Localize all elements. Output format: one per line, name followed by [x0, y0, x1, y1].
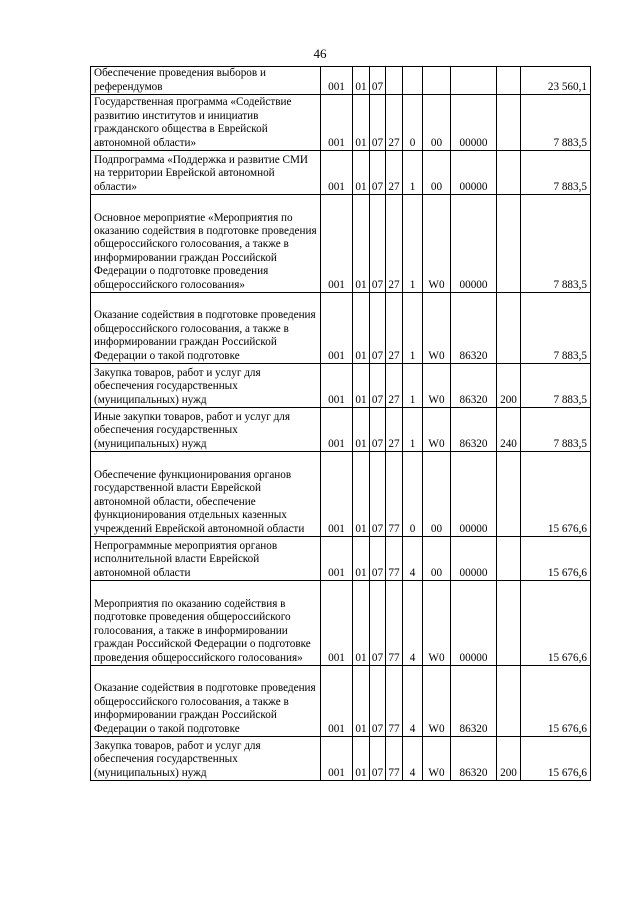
code-expense-type-cell [497, 666, 521, 737]
code-target-cell: 86320 [451, 408, 497, 452]
code-subprogram-cell [403, 67, 423, 95]
code-section-cell: 01 [353, 737, 370, 781]
code-subprogram-cell: 0 [403, 95, 423, 151]
code-target-cell: 00000 [451, 195, 497, 293]
code-direction-cell: W0 [423, 581, 451, 666]
amount-cell: 23 560,1 [521, 67, 591, 95]
code-section-cell: 01 [353, 408, 370, 452]
code-program-cell: 27 [386, 408, 403, 452]
amount-cell: 7 883,5 [521, 195, 591, 293]
table-body [91, 67, 591, 781]
row-description-cell: Закупка товаров, работ и услуг для обеспечения государственных (муниципальных) нужд [91, 364, 321, 408]
code-target-cell: 86320 [451, 737, 497, 781]
code-program-cell: 27 [386, 195, 403, 293]
table-row [91, 537, 591, 581]
code-target-cell: 86320 [451, 666, 497, 737]
code-section-cell: 01 [353, 666, 370, 737]
code-subprogram-cell: 1 [403, 408, 423, 452]
code-subprogram-cell: 4 [403, 581, 423, 666]
code-expense-type-cell: 240 [497, 408, 521, 452]
code-target-cell: 86320 [451, 293, 497, 364]
table-row [91, 67, 591, 95]
code-section-cell: 01 [353, 581, 370, 666]
amount-cell: 15 676,6 [521, 537, 591, 581]
amount-cell: 15 676,6 [521, 452, 591, 537]
code-section-cell: 01 [353, 95, 370, 151]
code-subsection-cell: 07 [370, 151, 386, 195]
amount-cell: 7 883,5 [521, 151, 591, 195]
code-program-cell: 27 [386, 95, 403, 151]
code-program-cell: 27 [386, 151, 403, 195]
row-description-cell: Непрограммные мероприятия органов исполнительной власти Еврейской автономной области [91, 537, 321, 581]
code-expense-type-cell [497, 581, 521, 666]
code-target-cell: 00000 [451, 95, 497, 151]
row-description-cell: Государственная программа «Содействие развитию институтов и инициатив гражданского общества в Еврейской автономной области» [91, 95, 321, 151]
table-row [91, 408, 591, 452]
code-subsection-cell: 07 [370, 737, 386, 781]
code-subprogram-cell: 0 [403, 452, 423, 537]
code-chapter-cell: 001 [321, 737, 353, 781]
code-direction-cell: W0 [423, 737, 451, 781]
code-subsection-cell: 07 [370, 67, 386, 95]
code-expense-type-cell [497, 67, 521, 95]
table-row [91, 737, 591, 781]
code-subprogram-cell: 1 [403, 195, 423, 293]
amount-cell: 15 676,6 [521, 737, 591, 781]
code-expense-type-cell: 200 [497, 364, 521, 408]
budget-table [90, 66, 591, 781]
code-subsection-cell: 07 [370, 95, 386, 151]
code-target-cell: 86320 [451, 364, 497, 408]
code-section-cell: 01 [353, 67, 370, 95]
row-description-cell: Основное мероприятие «Мероприятия по оказанию содействия в подготовке проведения общероссийского голосования, а также в информировании граждан Российской Федерации о подготовке проведения общероссийского голосования» [91, 195, 321, 293]
amount-cell: 7 883,5 [521, 408, 591, 452]
code-chapter-cell: 001 [321, 151, 353, 195]
code-section-cell: 01 [353, 452, 370, 537]
code-program-cell: 77 [386, 537, 403, 581]
code-program-cell: 27 [386, 364, 403, 408]
code-chapter-cell: 001 [321, 67, 353, 95]
code-program-cell: 77 [386, 581, 403, 666]
code-direction-cell: W0 [423, 666, 451, 737]
row-description-cell: Подпрограмма «Поддержка и развитие СМИ на территории Еврейской автономной области» [91, 151, 321, 195]
table-row [91, 195, 591, 293]
code-section-cell: 01 [353, 293, 370, 364]
code-chapter-cell: 001 [321, 364, 353, 408]
code-chapter-cell: 001 [321, 95, 353, 151]
code-program-cell: 77 [386, 666, 403, 737]
code-subsection-cell: 07 [370, 537, 386, 581]
row-description-cell: Оказание содействия в подготовке проведения общероссийского голосования, а также в информировании граждан Российской Федерации о такой подготовке [91, 666, 321, 737]
code-subprogram-cell: 4 [403, 666, 423, 737]
code-section-cell: 01 [353, 537, 370, 581]
code-target-cell: 00000 [451, 581, 497, 666]
code-direction-cell: W0 [423, 364, 451, 408]
table-row [91, 581, 591, 666]
code-direction-cell: W0 [423, 195, 451, 293]
row-description-cell: Закупка товаров, работ и услуг для обеспечения государственных (муниципальных) нужд [91, 737, 321, 781]
amount-cell: 15 676,6 [521, 666, 591, 737]
code-chapter-cell: 001 [321, 195, 353, 293]
code-chapter-cell: 001 [321, 581, 353, 666]
code-chapter-cell: 001 [321, 666, 353, 737]
code-target-cell: 00000 [451, 537, 497, 581]
row-description-cell: Обеспечение функционирования органов государственной власти Еврейской автономной области, обеспечение функционирования отдельных казенных учреждений Еврейской автономной области [91, 452, 321, 537]
code-subprogram-cell: 4 [403, 737, 423, 781]
amount-cell: 7 883,5 [521, 95, 591, 151]
code-subprogram-cell: 1 [403, 364, 423, 408]
table-row [91, 293, 591, 364]
code-subsection-cell: 07 [370, 293, 386, 364]
row-description-cell: Оказание содействия в подготовке проведения общероссийского голосования, а также в информировании граждан Российской Федерации о такой подготовке [91, 293, 321, 364]
amount-cell: 7 883,5 [521, 293, 591, 364]
row-description-cell: Мероприятия по оказанию содействия в подготовке проведения общероссийского голосования, а также в информировании граждан Российской Федерации о подготовке проведения общероссийского голосования» [91, 581, 321, 666]
table-row [91, 95, 591, 151]
code-expense-type-cell: 200 [497, 737, 521, 781]
code-direction-cell: W0 [423, 293, 451, 364]
code-expense-type-cell [497, 151, 521, 195]
code-direction-cell: W0 [423, 408, 451, 452]
table-row [91, 364, 591, 408]
code-chapter-cell: 001 [321, 452, 353, 537]
code-section-cell: 01 [353, 364, 370, 408]
code-subsection-cell: 07 [370, 364, 386, 408]
code-expense-type-cell [497, 95, 521, 151]
code-section-cell: 01 [353, 195, 370, 293]
code-target-cell: 00000 [451, 452, 497, 537]
code-chapter-cell: 001 [321, 293, 353, 364]
table-row [91, 151, 591, 195]
code-subprogram-cell: 1 [403, 293, 423, 364]
row-description-cell: Обеспечение проведения выборов и референдумов [91, 67, 321, 95]
code-subsection-cell: 07 [370, 666, 386, 737]
code-target-cell: 00000 [451, 151, 497, 195]
table-row [91, 452, 591, 537]
code-program-cell: 77 [386, 452, 403, 537]
code-subsection-cell: 07 [370, 408, 386, 452]
code-direction-cell: 00 [423, 452, 451, 537]
code-program-cell [386, 67, 403, 95]
table-row [91, 666, 591, 737]
code-expense-type-cell [497, 452, 521, 537]
code-program-cell: 77 [386, 737, 403, 781]
page-number: 46 [313, 46, 327, 61]
code-subprogram-cell: 1 [403, 151, 423, 195]
code-expense-type-cell [497, 195, 521, 293]
code-direction-cell [423, 67, 451, 95]
code-chapter-cell: 001 [321, 408, 353, 452]
code-direction-cell: 00 [423, 95, 451, 151]
code-program-cell: 27 [386, 293, 403, 364]
amount-cell: 15 676,6 [521, 581, 591, 666]
row-description-cell: Иные закупки товаров, работ и услуг для обеспечения государственных (муниципальных) нужд [91, 408, 321, 452]
code-subsection-cell: 07 [370, 452, 386, 537]
code-direction-cell: 00 [423, 151, 451, 195]
code-subsection-cell: 07 [370, 195, 386, 293]
code-direction-cell: 00 [423, 537, 451, 581]
code-subprogram-cell: 4 [403, 537, 423, 581]
code-target-cell [451, 67, 497, 95]
amount-cell: 7 883,5 [521, 364, 591, 408]
code-subsection-cell: 07 [370, 581, 386, 666]
code-expense-type-cell [497, 537, 521, 581]
code-expense-type-cell [497, 293, 521, 364]
code-section-cell: 01 [353, 151, 370, 195]
code-chapter-cell: 001 [321, 537, 353, 581]
